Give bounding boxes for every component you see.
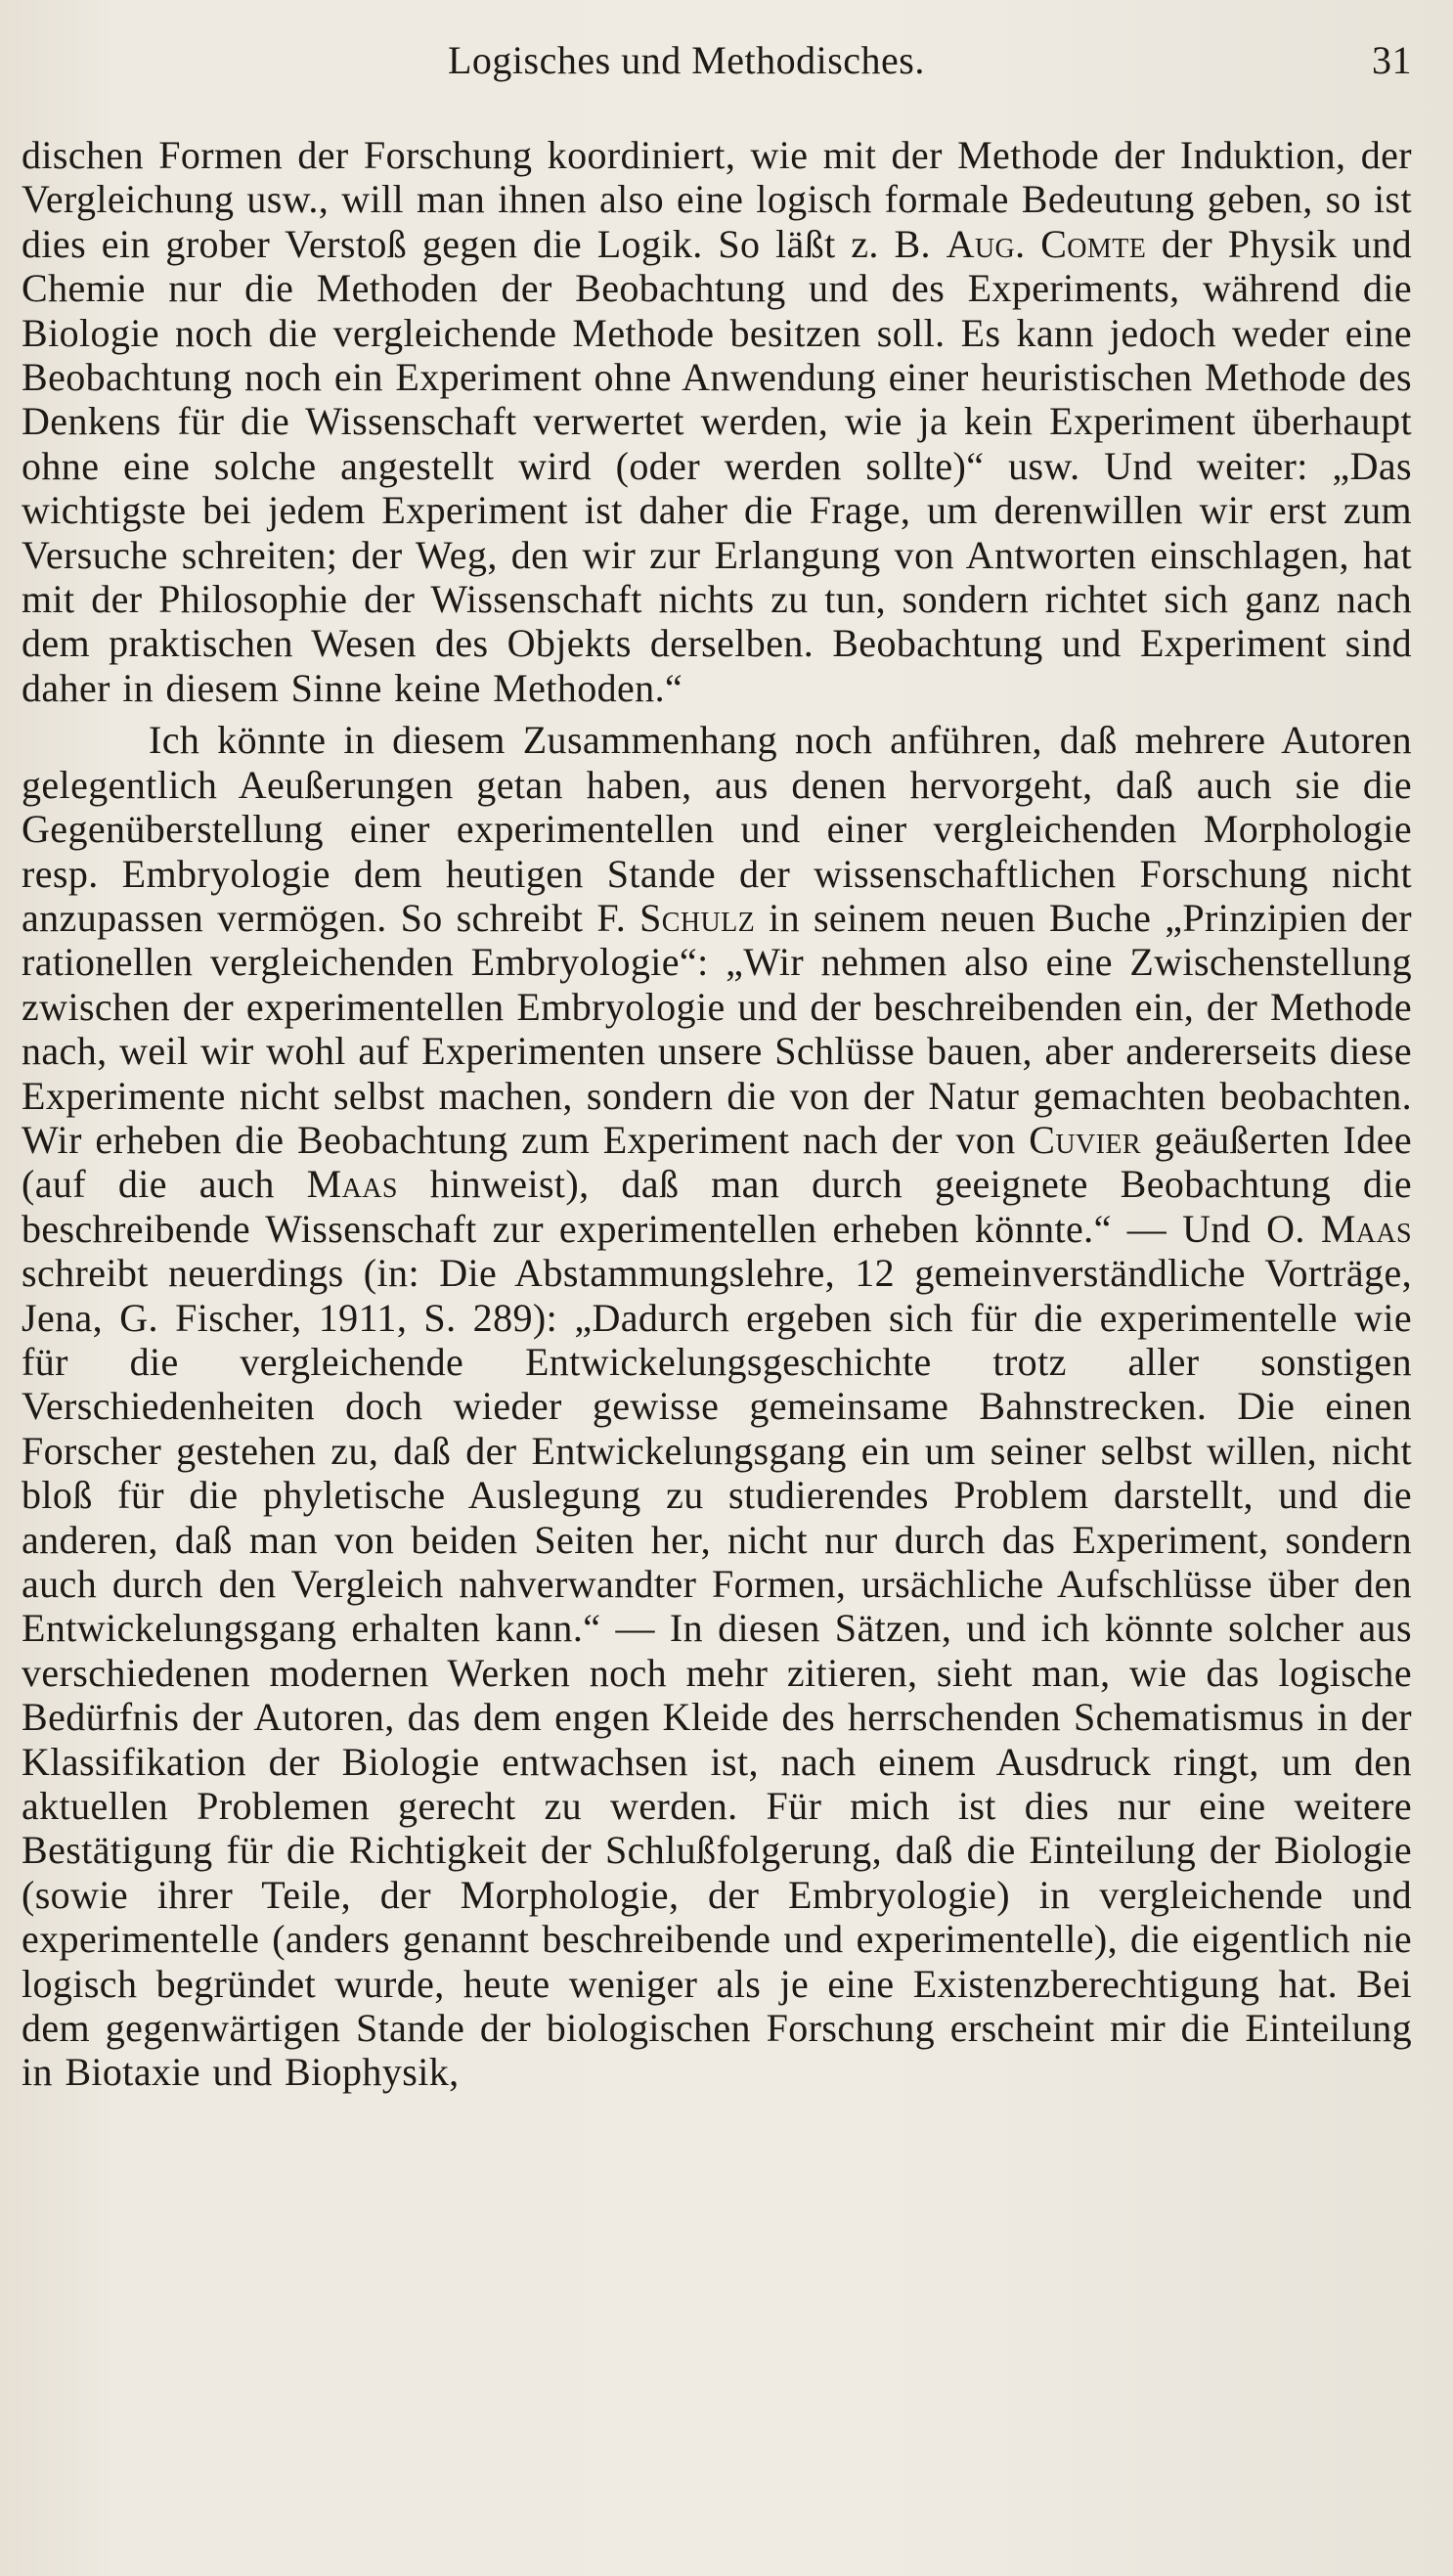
author-name: Aug. Comte	[946, 221, 1147, 266]
text-run: der Physik und Chemie nur die Methoden der Beobachtung und des Experiments, während die Biologie noch die vergleichende Methode besitzen soll. Es kann jedoch weder eine Beobachtung noch ein Experiment ohne Anwendung einer heuristischen Methode des Denkens für die Wissenschaft verwertet werden, wie ja kein Experiment überhaupt ohne eine solche angestellt wird (oder werden sollte)“ usw. Und weiter: „Das wichtigste bei jedem Experiment ist daher die Frage, um derenwillen wir erst zum Versuche schreiten; der Weg, den wir zur Erlangung von Antworten einschlagen, hat mit der Philosophie der Wissenschaft nichts zu tun, sondern richtet sich ganz nach dem praktischen Wesen des Objekts derselben. Beobachtung und Experiment sind daher in diesem Sinne keine Methoden.“	[22, 221, 1412, 710]
text-run: hinweist), daß man durch geeignete Beobachtung die beschreibende Wissenschaft zur experimentellen erheben könnte.“ — Und O.	[22, 1162, 1412, 1251]
text-run: schreibt neuerdings (in: Die Abstammungslehre, 12 gemeinverständliche Vorträge, Jena, G. Fischer, 1911, S. 289): „Dadurch ergeben sich für die experimentelle wie für die vergleichende Entwickelungsgeschichte trotz aller sonstigen Verschiedenheiten doch wieder gewisse gemeinsame Bahnstrecken. Die einen Forscher gestehen zu, daß der Entwickelungsgang ein um seiner selbst willen, nicht bloß für die phyletische Auslegung zu studierendes Problem darstellt, und die anderen, daß man von beiden Seiten her, nicht nur durch das Experiment, sondern auch durch den Vergleich nahverwandter Formen, ursächliche Aufschlüsse über den Entwickelungsgang erhalten kann.“ — In diesen Sätzen, und ich könnte solcher aus verschiedenen modernen Werken noch mehr zitieren, sieht man, wie das logische Bedürfnis der Autoren, das dem engen Kleide des herrschenden Schematismus in der Klassifikation der Biologie entwachsen ist, nach einem Ausdruck ringt, um den aktuellen Problemen gerecht zu werden. Für mich ist dies nur eine weitere Bestätigung für die Richtigkeit der Schlußfolgerung, daß die Einteilung der Biologie (sowie ihrer Teile, der Morphologie, der Embryologie) in vergleichende und experimentelle (anders genannt beschreibende und experimentelle), die eigentlich nie logisch begründet wurde, heute weniger als je eine Existenzberechtigung hat. Bei dem gegenwärtigen Stande der biologischen Forschung erscheint mir die Einteilung in Biotaxie und Biophysik,	[22, 1251, 1412, 2095]
page-number: 31	[1372, 38, 1412, 82]
running-title: Logisches und Methodisches.	[448, 38, 925, 82]
author-name: Maas	[1320, 1206, 1412, 1251]
author-name: Cuvier	[1029, 1117, 1141, 1162]
body-text	[22, 133, 1412, 2095]
author-name: Schulz	[639, 895, 756, 940]
paragraph-1	[22, 133, 1412, 710]
text-run: in seinem neuen Buche „Prinzipien der rationellen vergleichenden Embryologie“: „Wir nehmen also eine Zwischenstellung zwischen der experimentellen Embryologie und der beschreibenden ein, der Methode nach, weil wir wohl auf Experimenten unsere Schlüsse bauen, aber andererseits diese Experimente nicht selbst machen, sondern die von der Natur gemachten beobachten. Wir erheben die Beobachtung zum Experiment nach der von	[22, 895, 1412, 1162]
running-head	[0, 37, 1453, 86]
text-run: geäußerten Idee (auf die auch	[22, 1117, 1412, 1207]
paragraph-2	[22, 718, 1412, 2095]
text-run: Ich könnte in diesem Zusammenhang noch anführen, daß mehrere Autoren gelegentlich Aeußerungen getan haben, aus denen hervorgeht, daß auch sie die Gegenüberstellung einer experimentellen und einer vergleichenden Morphologie resp. Embryologie dem heutigen Stande der wissenschaftlichen Forschung nicht anzupassen vermögen. So schreibt F.	[22, 718, 1412, 940]
text-run: dischen Formen der Forschung koordiniert, wie mit der Methode der Induktion, der Vergleichung usw., will man ihnen also eine logisch formale Bedeutung geben, so ist dies ein grober Verstoß gegen die Logik. So läßt z. B.	[22, 133, 1412, 266]
author-name: Maas	[306, 1162, 398, 1207]
